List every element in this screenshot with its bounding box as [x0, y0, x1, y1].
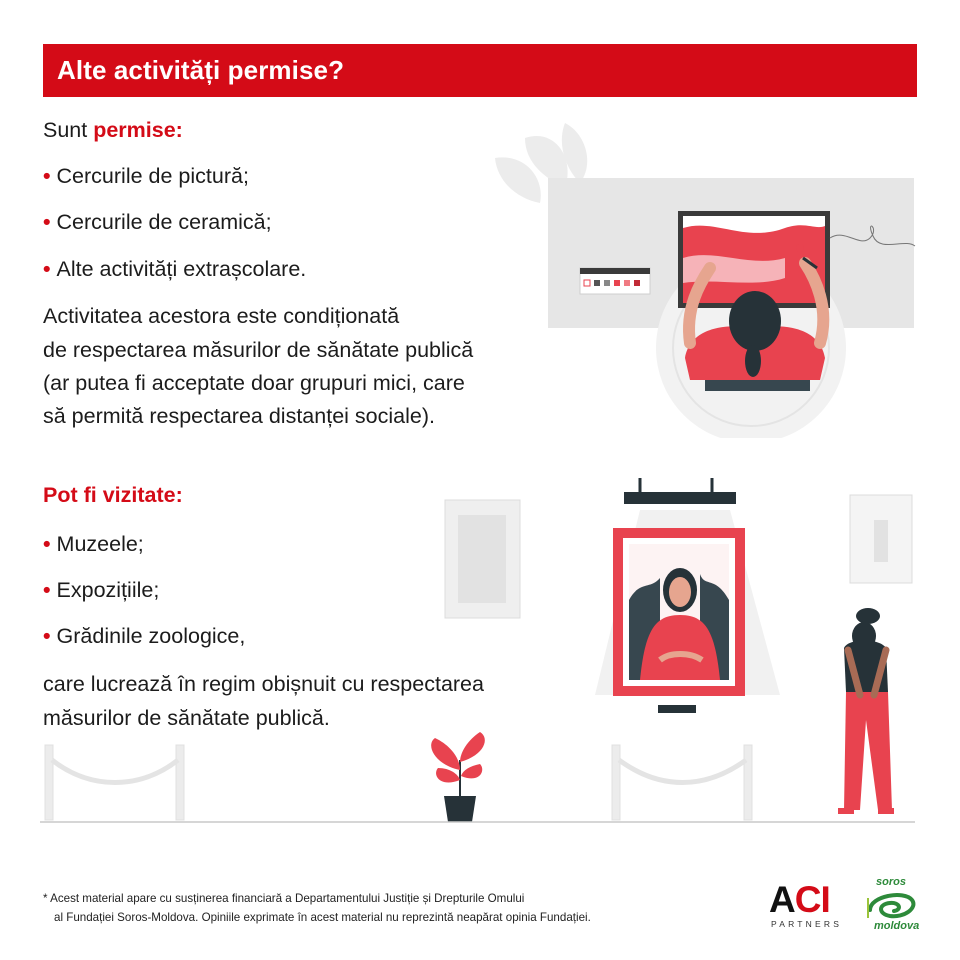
section2-paragraph-line: măsurilor de sănătate publică.	[43, 706, 330, 730]
footnote-line: * Acest material apare cu susținerea financiară a Departamentului Justiție și Drepturile Omului	[43, 892, 525, 905]
list-item-text: Alte activități extrașcolare.	[56, 257, 307, 281]
bullet-icon: •	[43, 164, 51, 188]
list-item-text: Cercurile de pictură;	[56, 164, 249, 188]
page-title: Alte activități permise?	[57, 55, 345, 85]
bullet-icon: •	[43, 624, 51, 648]
section1-paragraph-line: de respectarea măsurilor de sănătate publică	[43, 338, 474, 362]
aci-logo-ci: CI	[794, 879, 830, 920]
section1-paragraph-line: să permită respectarea distanței sociale).	[43, 404, 435, 428]
section1-paragraph-line: (ar putea fi acceptate doar grupuri mici, care	[43, 371, 465, 395]
footnote-line: al Fundației Soros-Moldova. Opiniile exprimate în acest material nu reprezintă neapărat opinia Fundației.	[54, 911, 591, 924]
section2-paragraph-line: care lucrează în regim obișnuit cu respectarea	[43, 672, 484, 696]
footnote	[43, 889, 591, 927]
title-bar	[43, 44, 917, 97]
bullet-icon: •	[43, 532, 51, 556]
list-item-text: Muzeele;	[56, 532, 144, 556]
bullet-icon: •	[43, 257, 51, 281]
painter-illustration	[485, 118, 925, 438]
bullet-icon: •	[43, 578, 51, 602]
section1-paragraph-line: Activitatea acestora este condiționată	[43, 304, 400, 328]
spotlight-bar	[624, 492, 736, 504]
list-item-text: Expozițiile;	[56, 578, 160, 602]
painter-hair	[729, 291, 781, 351]
section2-heading: Pot fi vizitate:	[43, 483, 183, 507]
list-item	[43, 253, 306, 285]
soros-moldova-logo	[862, 878, 920, 934]
intro-highlight: permise:	[93, 118, 183, 142]
list-item-text: Grădinile zoologice,	[56, 624, 246, 648]
intro-line	[43, 114, 183, 146]
soros-logo-bottom: moldova	[874, 920, 920, 932]
aci-logo-sub: PARTNERS	[771, 919, 843, 929]
list-item	[43, 206, 272, 238]
visitor-figure	[838, 608, 894, 814]
list-item-text: Cercurile de ceramică;	[56, 210, 272, 234]
aci-partners-logo	[769, 879, 843, 931]
soros-swirl-icon	[864, 888, 918, 922]
stanchion-rope	[45, 745, 752, 820]
soros-logo-top: soros	[876, 876, 906, 888]
aci-logo-a: A	[769, 879, 795, 920]
list-item	[43, 160, 249, 192]
intro-prefix: Sunt	[43, 118, 94, 142]
gallery-illustration	[40, 470, 920, 830]
painting-plaque	[658, 705, 696, 713]
plant-icon	[431, 732, 485, 822]
bullet-icon: •	[43, 210, 51, 234]
